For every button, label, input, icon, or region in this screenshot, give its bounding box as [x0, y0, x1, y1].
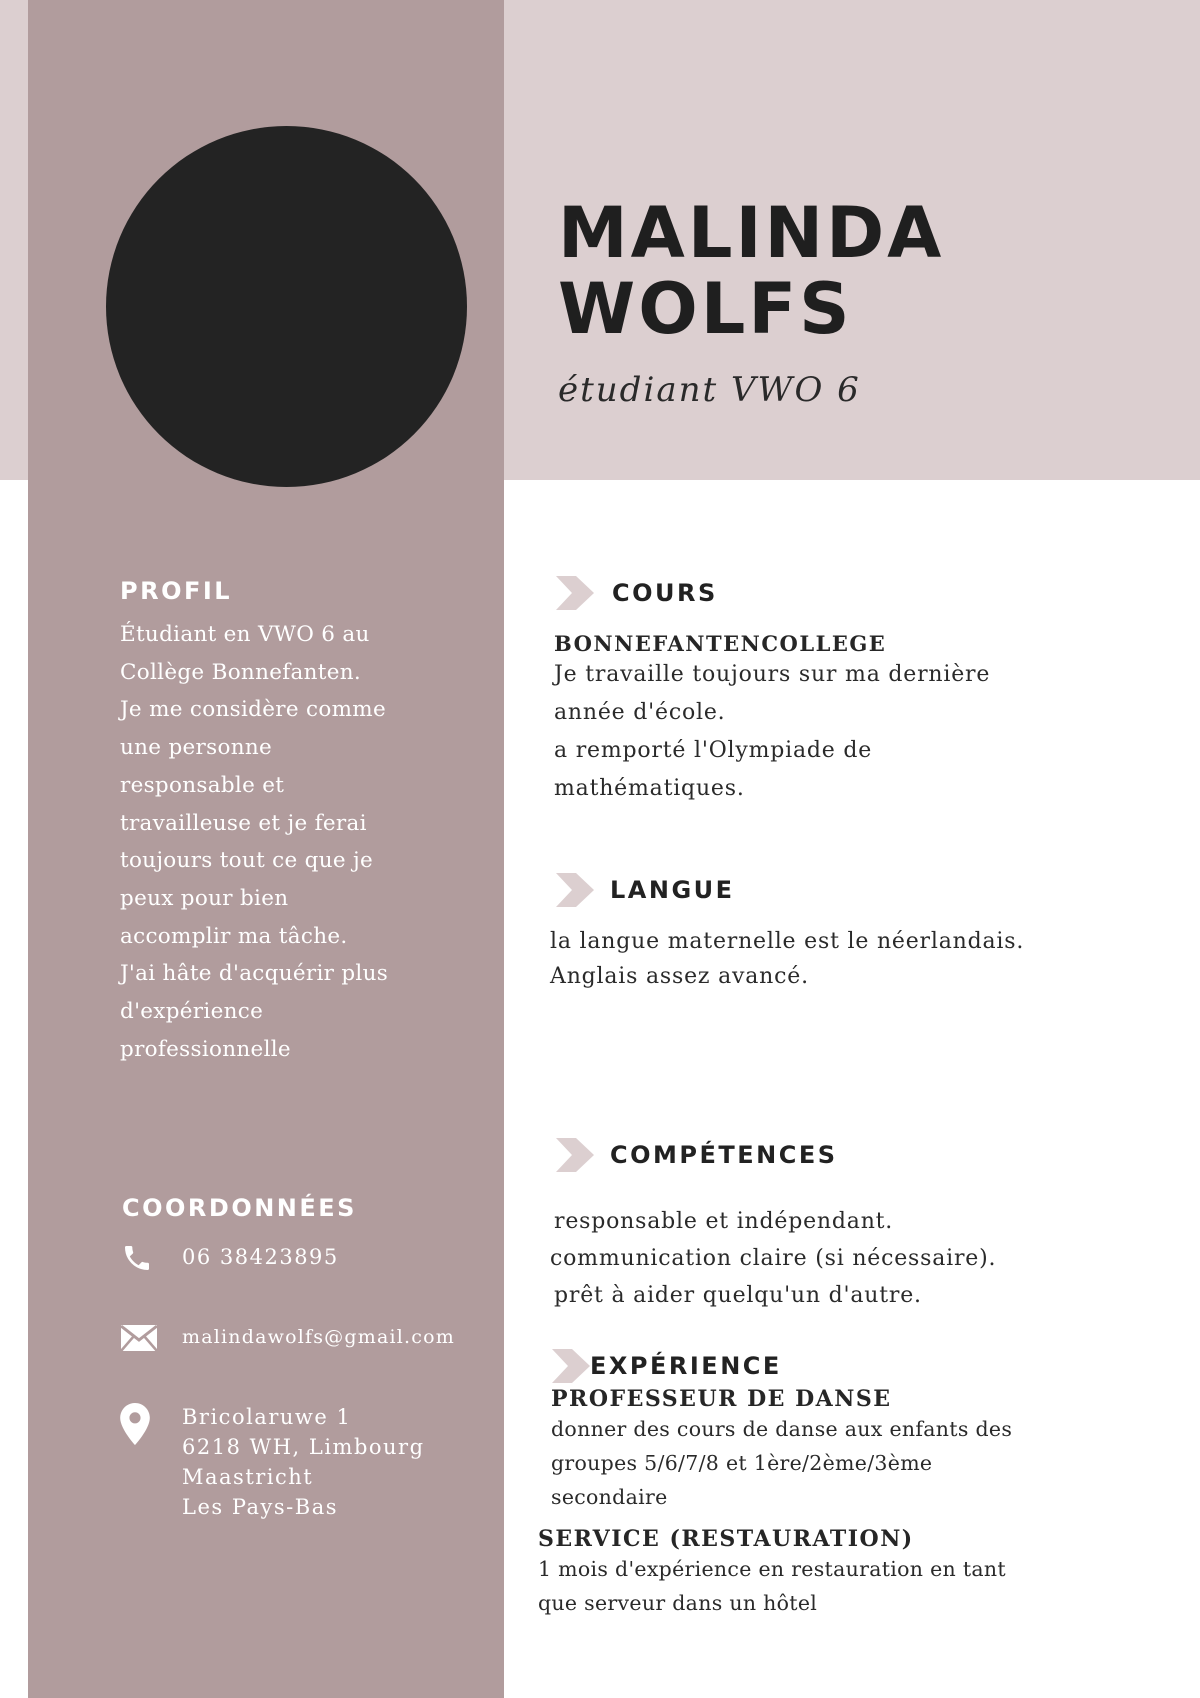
profile-line: accomplir ma tâche. [120, 923, 348, 949]
last-name: WOLFS [558, 268, 853, 350]
profile-line: J'ai hâte d'acquérir plus [120, 961, 389, 987]
job-title: PROFESSEUR DE DANSE [551, 1386, 892, 1412]
text-line: secondaire [551, 1485, 668, 1509]
phone-number: 06 38423895 [182, 1245, 339, 1269]
text-line: que serveur dans un hôtel [538, 1591, 818, 1615]
langue-text [550, 924, 1170, 994]
profile-line: travailleuse et je ferai [120, 810, 367, 836]
profile-line: Collège Bonnefanten. [120, 659, 362, 685]
job-item [551, 1386, 1166, 1514]
section-cours [550, 573, 1170, 808]
job-item [538, 1526, 1166, 1620]
chevron-icon [550, 1138, 594, 1172]
chevron-icon [550, 873, 594, 907]
text-line: donner des cours de danse aux enfants des [551, 1417, 1013, 1441]
profile-line: peux pour bien [120, 885, 289, 911]
text-line: Anglais assez avancé. [550, 964, 809, 989]
profile-heading: PROFIL [120, 577, 233, 605]
address [182, 1402, 425, 1522]
profile-line: Étudiant en VWO 6 au [120, 622, 370, 647]
text-line: 1 mois d'expérience en restauration en tant [538, 1557, 1006, 1581]
contact-address [120, 1402, 425, 1522]
text-line: prêt à aider quelqu'un d'autre. [554, 1283, 922, 1308]
job-title: SERVICE (RESTAURATION) [538, 1526, 914, 1552]
section-title: EXPÉRIENCE [590, 1352, 782, 1380]
chevron-icon [546, 1349, 590, 1383]
section-header [546, 1348, 1166, 1384]
text-line: la langue maternelle est le néerlandais. [550, 929, 1025, 954]
address-line: 6218 WH, Limbourg [182, 1435, 425, 1459]
section-title: COURS [612, 579, 718, 607]
profile-line: une personne [120, 735, 273, 761]
contact-email [120, 1322, 455, 1354]
competences-text [550, 1203, 1170, 1314]
cours-text [554, 656, 1170, 808]
text-line: responsable et indépendant. [554, 1209, 894, 1234]
location-pin-icon [120, 1402, 166, 1446]
profile-line: toujours tout ce que je [120, 848, 373, 874]
profile-line: Je me considère comme [120, 697, 386, 723]
text-line: a remporté l'Olympiade de [554, 738, 873, 763]
section-experience [538, 1348, 1166, 1620]
profile-text [120, 616, 490, 1068]
first-name: MALINDA [558, 192, 945, 274]
chevron-icon [550, 576, 594, 610]
text-line: mathématiques. [554, 776, 745, 801]
text-line: groupes 5/6/7/8 et 1ère/2ème/3ème [551, 1451, 933, 1475]
section-competences [550, 1135, 1170, 1314]
job-description [551, 1412, 1166, 1514]
section-header [550, 573, 1170, 613]
mail-icon [120, 1322, 166, 1354]
section-title: COMPÉTENCES [610, 1141, 838, 1169]
section-header [550, 870, 1170, 910]
section-header [550, 1135, 1170, 1175]
contact-phone [120, 1242, 339, 1274]
school-name: BONNEFANTENCOLLEGE [554, 631, 887, 656]
text-line: communication claire (si nécessaire). [550, 1246, 997, 1271]
address-line: Les Pays-Bas [182, 1495, 338, 1519]
section-langue [550, 870, 1170, 994]
address-line: Maastricht [182, 1465, 314, 1489]
text-line: Je travaille toujours sur ma dernière [554, 662, 991, 687]
job-description [538, 1552, 1166, 1620]
text-line: année d'école. [554, 700, 726, 725]
phone-icon [120, 1242, 166, 1274]
profile-line: d'expérience [120, 999, 264, 1025]
name-heading [558, 192, 945, 350]
profile-line: responsable et [120, 772, 285, 798]
section-title: LANGUE [610, 876, 735, 904]
profile-line: professionnelle [120, 1036, 291, 1062]
contact-heading: COORDONNÉES [122, 1194, 357, 1222]
address-line: Bricolaruwe 1 [182, 1405, 352, 1429]
avatar [106, 126, 467, 487]
email-address[interactable]: malindawolfs@gmail.com [182, 1326, 455, 1348]
subtitle: étudiant VWO 6 [558, 370, 861, 410]
